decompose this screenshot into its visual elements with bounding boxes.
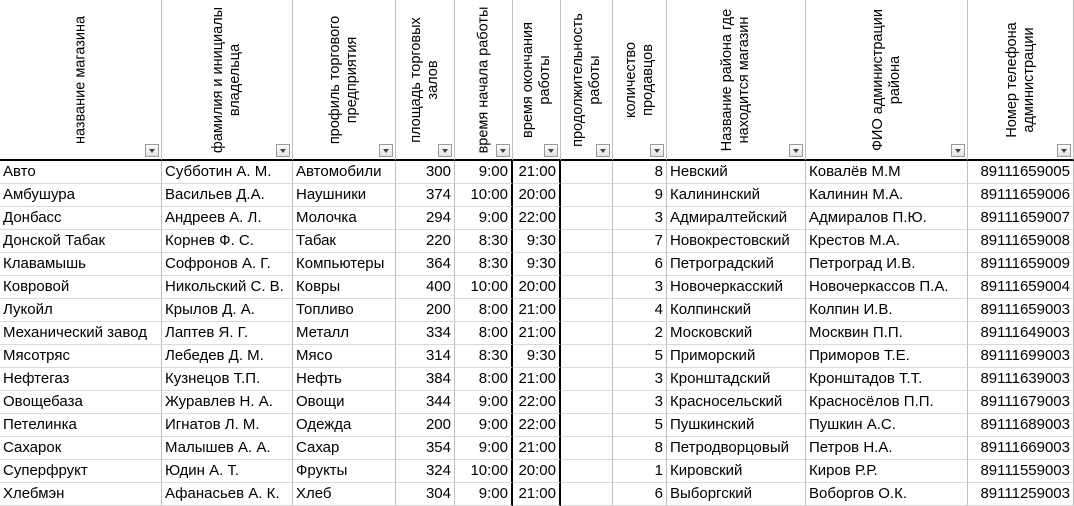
cell-sellers-count[interactable]: 4 — [613, 299, 667, 322]
cell-open-time[interactable]: 8:00 — [455, 299, 513, 322]
cell-store-name[interactable]: Амбушура — [0, 184, 162, 207]
cell-sellers-count[interactable]: 8 — [613, 161, 667, 184]
cell-district-name[interactable]: Петроградский — [667, 253, 806, 276]
cell-store-name[interactable]: Мясотряс — [0, 345, 162, 368]
cell-open-time[interactable]: 10:00 — [455, 276, 513, 299]
cell-store-name[interactable]: Сахарок — [0, 437, 162, 460]
column-header-store-name — [0, 0, 162, 161]
cell-floor-area[interactable]: 220 — [396, 230, 455, 253]
cell-admin-phone[interactable]: 89111679003 — [968, 391, 1074, 414]
column-header-open-time — [455, 0, 513, 161]
cell-owner-name[interactable]: Лаптев Я. Г. — [162, 322, 293, 345]
cell-store-profile[interactable]: Табак — [293, 230, 396, 253]
cell-store-name[interactable]: Донской Табак — [0, 230, 162, 253]
cell-district-name[interactable]: Новокрестовский — [667, 230, 806, 253]
cell-owner-name[interactable]: Софронов А. Г. — [162, 253, 293, 276]
cell-work-duration[interactable] — [561, 483, 613, 506]
filter-dropdown-icon[interactable] — [951, 144, 965, 157]
cell-district-admin[interactable]: Кронштадов Т.Т. — [806, 368, 968, 391]
cell-sellers-count[interactable]: 9 — [613, 184, 667, 207]
cell-floor-area[interactable]: 374 — [396, 184, 455, 207]
cell-work-duration[interactable] — [561, 460, 613, 483]
cell-work-duration[interactable] — [561, 414, 613, 437]
column-header-label: название магазина — [72, 15, 88, 145]
cell-floor-area[interactable]: 364 — [396, 253, 455, 276]
cell-owner-name[interactable]: Васильев Д.А. — [162, 184, 293, 207]
cell-floor-area[interactable]: 300 — [396, 161, 455, 184]
cell-district-admin[interactable]: Новочеркассов П.А. — [806, 276, 968, 299]
cell-admin-phone[interactable]: 89111649003 — [968, 322, 1074, 345]
cell-work-duration[interactable] — [561, 276, 613, 299]
cell-district-name[interactable]: Выборгский — [667, 483, 806, 506]
cell-district-admin[interactable]: Калинин М.А. — [806, 184, 968, 207]
cell-admin-phone[interactable]: 89111659006 — [968, 184, 1074, 207]
cell-close-time[interactable]: 21:00 — [513, 299, 561, 322]
cell-open-time[interactable]: 8:00 — [455, 322, 513, 345]
cell-sellers-count[interactable]: 8 — [613, 437, 667, 460]
cell-admin-phone[interactable]: 89111659008 — [968, 230, 1074, 253]
cell-open-time[interactable]: 9:00 — [455, 437, 513, 460]
cell-owner-name[interactable]: Лебедев Д. М. — [162, 345, 293, 368]
cell-owner-name[interactable]: Субботин А. М. — [162, 161, 293, 184]
cell-open-time[interactable]: 9:00 — [455, 207, 513, 230]
cell-owner-name[interactable]: Журавлев Н. А. — [162, 391, 293, 414]
cell-sellers-count[interactable]: 3 — [613, 368, 667, 391]
cell-close-time[interactable]: 22:00 — [513, 391, 561, 414]
cell-open-time[interactable]: 8:30 — [455, 230, 513, 253]
cell-work-duration[interactable] — [561, 230, 613, 253]
cell-sellers-count[interactable]: 6 — [613, 483, 667, 506]
cell-floor-area[interactable]: 384 — [396, 368, 455, 391]
filter-dropdown-icon[interactable] — [145, 144, 159, 157]
filter-dropdown-icon[interactable] — [1057, 144, 1071, 157]
cell-district-admin[interactable]: Колпин И.В. — [806, 299, 968, 322]
cell-store-profile[interactable]: Ковры — [293, 276, 396, 299]
cell-close-time[interactable]: 22:00 — [513, 207, 561, 230]
cell-owner-name[interactable]: Кузнецов Т.П. — [162, 368, 293, 391]
cell-district-admin[interactable]: Адмиралов П.Ю. — [806, 207, 968, 230]
column-header-owner-name — [162, 0, 293, 161]
column-header-work-duration — [561, 0, 613, 161]
cell-close-time[interactable]: 9:30 — [513, 345, 561, 368]
column-header-label: профиль торгового предприятия — [327, 15, 360, 145]
cell-work-duration[interactable] — [561, 437, 613, 460]
cell-store-profile[interactable]: Хлеб — [293, 483, 396, 506]
cell-close-time[interactable]: 20:00 — [513, 184, 561, 207]
cell-district-name[interactable]: Пушкинский — [667, 414, 806, 437]
cell-floor-area[interactable]: 324 — [396, 460, 455, 483]
cell-district-admin[interactable]: Крестов М.А. — [806, 230, 968, 253]
cell-sellers-count[interactable]: 3 — [613, 207, 667, 230]
column-header-label: продолжительность работы — [569, 13, 603, 147]
cell-open-time[interactable]: 10:00 — [455, 184, 513, 207]
cell-district-name[interactable]: Красносельский — [667, 391, 806, 414]
cell-store-profile[interactable]: Овощи — [293, 391, 396, 414]
cell-close-time[interactable]: 21:00 — [513, 437, 561, 460]
cell-floor-area[interactable]: 344 — [396, 391, 455, 414]
cell-floor-area[interactable]: 200 — [396, 299, 455, 322]
filter-dropdown-icon[interactable] — [438, 144, 452, 157]
cell-sellers-count[interactable]: 5 — [613, 414, 667, 437]
cell-store-name[interactable]: Авто — [0, 161, 162, 184]
cell-open-time[interactable]: 8:30 — [455, 345, 513, 368]
cell-admin-phone[interactable]: 89111639003 — [968, 368, 1074, 391]
cell-work-duration[interactable] — [561, 391, 613, 414]
cell-sellers-count[interactable]: 6 — [613, 253, 667, 276]
cell-store-name[interactable]: Нефтегаз — [0, 368, 162, 391]
cell-store-name[interactable]: Овощебаза — [0, 391, 162, 414]
cell-district-admin[interactable]: Красносёлов П.П. — [806, 391, 968, 414]
cell-sellers-count[interactable]: 2 — [613, 322, 667, 345]
cell-district-name[interactable]: Московский — [667, 322, 806, 345]
cell-work-duration[interactable] — [561, 299, 613, 322]
cell-sellers-count[interactable]: 5 — [613, 345, 667, 368]
cell-store-profile[interactable]: Наушники — [293, 184, 396, 207]
cell-sellers-count[interactable]: 1 — [613, 460, 667, 483]
column-header-floor-area — [396, 0, 455, 161]
cell-store-name[interactable]: Донбасс — [0, 207, 162, 230]
cell-sellers-count[interactable]: 3 — [613, 276, 667, 299]
cell-admin-phone[interactable]: 89111659009 — [968, 253, 1074, 276]
cell-owner-name[interactable]: Малышев А. А. — [162, 437, 293, 460]
column-header-label: количество продавцов — [622, 42, 656, 118]
column-header-label: время окончания работы — [519, 22, 553, 138]
cell-district-name[interactable]: Петродворцовый — [667, 437, 806, 460]
cell-open-time[interactable]: 8:30 — [455, 253, 513, 276]
cell-store-profile[interactable]: Компьютеры — [293, 253, 396, 276]
cell-admin-phone[interactable]: 89111659003 — [968, 299, 1074, 322]
column-header-close-time — [513, 0, 561, 161]
cell-floor-area[interactable]: 314 — [396, 345, 455, 368]
cell-district-admin[interactable]: Приморов Т.Е. — [806, 345, 968, 368]
cell-open-time[interactable]: 9:00 — [455, 161, 513, 184]
cell-store-profile[interactable]: Одежда — [293, 414, 396, 437]
column-header-district-name — [667, 0, 806, 161]
cell-close-time[interactable]: 21:00 — [513, 483, 561, 506]
filter-dropdown-icon[interactable] — [276, 144, 290, 157]
cell-owner-name[interactable]: Никольский С. В. — [162, 276, 293, 299]
column-header-label: Номер телефона администрации — [1003, 22, 1037, 138]
cell-district-name[interactable]: Кронштадский — [667, 368, 806, 391]
cell-open-time[interactable]: 9:00 — [455, 391, 513, 414]
cell-admin-phone[interactable]: 89111689003 — [968, 414, 1074, 437]
cell-work-duration[interactable] — [561, 161, 613, 184]
filter-dropdown-icon[interactable] — [496, 144, 510, 157]
filter-dropdown-icon[interactable] — [596, 144, 610, 157]
column-header-label: фамилия и инициалы владельца — [210, 6, 243, 154]
cell-store-profile[interactable]: Молочка — [293, 207, 396, 230]
cell-close-time[interactable]: 21:00 — [513, 161, 561, 184]
cell-admin-phone[interactable]: 89111699003 — [968, 345, 1074, 368]
cell-owner-name[interactable]: Корнев Ф. С. — [162, 230, 293, 253]
cell-owner-name[interactable]: Крылов Д. А. — [162, 299, 293, 322]
cell-owner-name[interactable]: Андреев А. Л. — [162, 207, 293, 230]
filter-dropdown-icon[interactable] — [650, 144, 664, 157]
cell-floor-area[interactable]: 304 — [396, 483, 455, 506]
cell-district-name[interactable]: Кировский — [667, 460, 806, 483]
cell-district-name[interactable]: Приморский — [667, 345, 806, 368]
cell-district-name[interactable]: Новочеркасский — [667, 276, 806, 299]
cell-store-profile[interactable]: Автомобили — [293, 161, 396, 184]
cell-admin-phone[interactable]: 89111659005 — [968, 161, 1074, 184]
cell-admin-phone[interactable]: 89111559003 — [968, 460, 1074, 483]
cell-district-name[interactable]: Колпинский — [667, 299, 806, 322]
cell-admin-phone[interactable]: 89111659007 — [968, 207, 1074, 230]
cell-district-admin[interactable]: Пушкин А.С. — [806, 414, 968, 437]
cell-store-profile[interactable]: Сахар — [293, 437, 396, 460]
cell-store-profile[interactable]: Мясо — [293, 345, 396, 368]
cell-store-profile[interactable]: Фрукты — [293, 460, 396, 483]
cell-district-admin[interactable]: Москвин П.П. — [806, 322, 968, 345]
cell-close-time[interactable]: 21:00 — [513, 368, 561, 391]
cell-work-duration[interactable] — [561, 322, 613, 345]
cell-open-time[interactable]: 9:00 — [455, 414, 513, 437]
column-header-district-admin — [806, 0, 968, 161]
cell-work-duration[interactable] — [561, 368, 613, 391]
cell-district-name[interactable]: Адмиралтейский — [667, 207, 806, 230]
cell-work-duration[interactable] — [561, 345, 613, 368]
cell-district-admin[interactable]: Ковалёв М.М — [806, 161, 968, 184]
cell-close-time[interactable]: 9:30 — [513, 253, 561, 276]
cell-close-time[interactable]: 22:00 — [513, 414, 561, 437]
cell-sellers-count[interactable]: 7 — [613, 230, 667, 253]
cell-admin-phone[interactable]: 89111659004 — [968, 276, 1074, 299]
cell-close-time[interactable]: 9:30 — [513, 230, 561, 253]
cell-work-duration[interactable] — [561, 207, 613, 230]
column-header-label: Название района где находится магазин — [719, 8, 752, 152]
cell-close-time[interactable]: 20:00 — [513, 460, 561, 483]
filter-dropdown-icon[interactable] — [379, 144, 393, 157]
cell-floor-area[interactable]: 294 — [396, 207, 455, 230]
cell-store-name[interactable]: Суперфрукт — [0, 460, 162, 483]
cell-district-admin[interactable]: Воборгов О.К. — [806, 483, 968, 506]
cell-owner-name[interactable]: Юдин А. Т. — [162, 460, 293, 483]
cell-district-name[interactable]: Невский — [667, 161, 806, 184]
cell-floor-area[interactable]: 334 — [396, 322, 455, 345]
cell-store-name[interactable]: Лукойл — [0, 299, 162, 322]
cell-store-profile[interactable]: Нефть — [293, 368, 396, 391]
column-header-label: площадь торговых залов — [408, 17, 441, 143]
column-header-label: время начала работы — [475, 6, 491, 154]
cell-sellers-count[interactable]: 3 — [613, 391, 667, 414]
cell-close-time[interactable]: 20:00 — [513, 276, 561, 299]
cell-store-name[interactable]: Ковровой — [0, 276, 162, 299]
filter-dropdown-icon[interactable] — [544, 144, 558, 157]
cell-close-time[interactable]: 21:00 — [513, 322, 561, 345]
cell-district-admin[interactable]: Киров Р.Р. — [806, 460, 968, 483]
cell-floor-area[interactable]: 200 — [396, 414, 455, 437]
cell-store-name[interactable]: Клавамышь — [0, 253, 162, 276]
cell-owner-name[interactable]: Игнатов Л. М. — [162, 414, 293, 437]
column-header-store-profile — [293, 0, 396, 161]
cell-store-name[interactable]: Хлебмэн — [0, 483, 162, 506]
filter-dropdown-icon[interactable] — [789, 144, 803, 157]
cell-district-name[interactable]: Калининский — [667, 184, 806, 207]
cell-open-time[interactable]: 9:00 — [455, 483, 513, 506]
cell-floor-area[interactable]: 354 — [396, 437, 455, 460]
cell-store-profile[interactable]: Металл — [293, 322, 396, 345]
cell-work-duration[interactable] — [561, 253, 613, 276]
cell-owner-name[interactable]: Афанасьев А. К. — [162, 483, 293, 506]
cell-admin-phone[interactable]: 89111669003 — [968, 437, 1074, 460]
cell-store-profile[interactable]: Топливо — [293, 299, 396, 322]
column-header-label: ФИО администрации района — [869, 9, 903, 151]
cell-floor-area[interactable]: 400 — [396, 276, 455, 299]
column-header-admin-phone — [968, 0, 1074, 161]
cell-district-admin[interactable]: Петроград И.В. — [806, 253, 968, 276]
cell-open-time[interactable]: 8:00 — [455, 368, 513, 391]
cell-open-time[interactable]: 10:00 — [455, 460, 513, 483]
cell-work-duration[interactable] — [561, 184, 613, 207]
cell-store-name[interactable]: Петелинка — [0, 414, 162, 437]
column-header-sellers-count — [613, 0, 667, 161]
cell-district-admin[interactable]: Петров Н.А. — [806, 437, 968, 460]
cell-admin-phone[interactable]: 89111259003 — [968, 483, 1074, 506]
cell-store-name[interactable]: Механический завод — [0, 322, 162, 345]
